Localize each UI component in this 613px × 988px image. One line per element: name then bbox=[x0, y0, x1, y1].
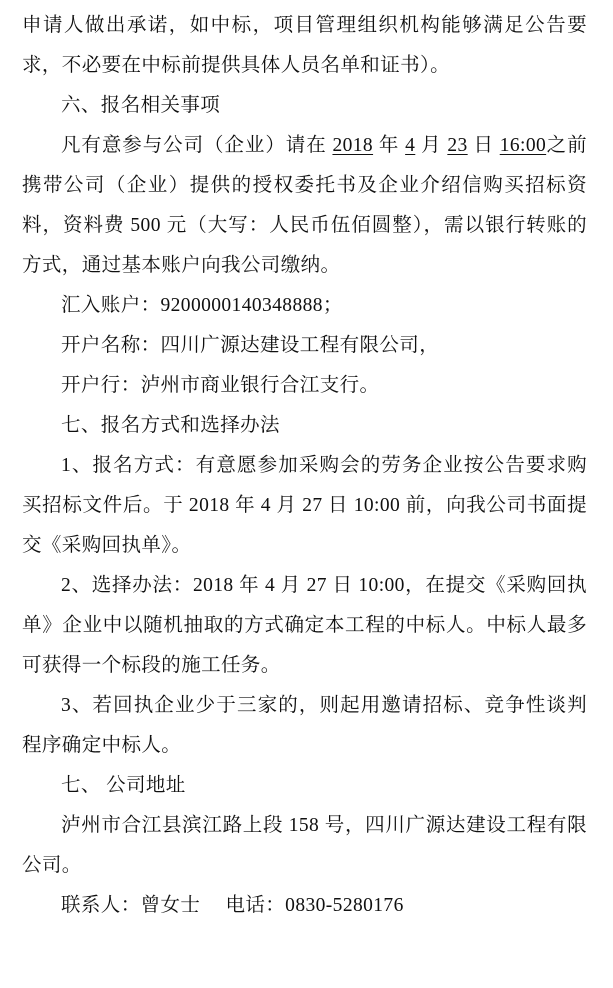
paragraph-item-1: 1、报名方式：有意愿参加采购会的劳务企业按公告要求购买招标文件后。于 2018 年 4 月 27 日 10:00 前，向我公司书面提交《采购回执单》。 bbox=[22, 455, 587, 556]
paragraph-account-bank: 开户行：泸州市商业银行合江支行。 bbox=[61, 375, 380, 396]
registration-text-lead: 凡有意参与公司（企业）请在 bbox=[61, 135, 333, 156]
registration-day: 23 bbox=[447, 135, 468, 156]
heading-company-address: 七、 公司地址 bbox=[61, 775, 186, 796]
registration-text-rest: 之前携带公司（企业）提供的授权委托书及企业介绍信购买招标资料，资料费 500 元（大写：人民币伍佰圆整），需以银行转账的方式，通过基本账户向我公司缴纳。 bbox=[22, 135, 588, 276]
registration-month: 4 bbox=[405, 135, 416, 156]
registration-month-unit: 月 bbox=[415, 135, 448, 156]
heading-section-seven: 七、报名方式和选择办法 bbox=[61, 415, 280, 436]
paragraph-account-number: 汇入账户：9200000140348888； bbox=[61, 295, 343, 316]
paragraph-commitment: 申请人做出承诺，如中标，项目管理组织机构能够满足公告要求，不必要在中标前提供具体人员名单和证书）。 bbox=[22, 15, 587, 76]
registration-year-unit: 年 bbox=[373, 135, 406, 156]
paragraph-account-name: 开户名称：四川广源达建设工程有限公司， bbox=[61, 335, 440, 356]
paragraph-company-address: 泸州市合江县滨江路上段 158 号，四川广源达建设工程有限公司。 bbox=[22, 815, 587, 876]
paragraph-item-3: 3、若回执企业少于三家的，则起用邀请招标、竞争性谈判程序确定中标人。 bbox=[22, 695, 587, 756]
heading-section-six: 六、报名相关事项 bbox=[61, 95, 221, 116]
paragraph-registration-time bbox=[22, 126, 587, 286]
registration-time: 16:00 bbox=[499, 135, 547, 156]
registration-day-unit: 日 bbox=[467, 135, 500, 156]
paragraph-item-2: 2、选择办法：2018 年 4 月 27 日 10:00，在提交《采购回执单》企业中以随机抽取的方式确定本工程的中标人。中标人最多可获得一个标段的施工任务。 bbox=[22, 575, 587, 676]
registration-year: 2018 bbox=[332, 135, 374, 156]
paragraph-contact: 联系人：曾女士 电话：0830-5280176 bbox=[61, 895, 404, 916]
